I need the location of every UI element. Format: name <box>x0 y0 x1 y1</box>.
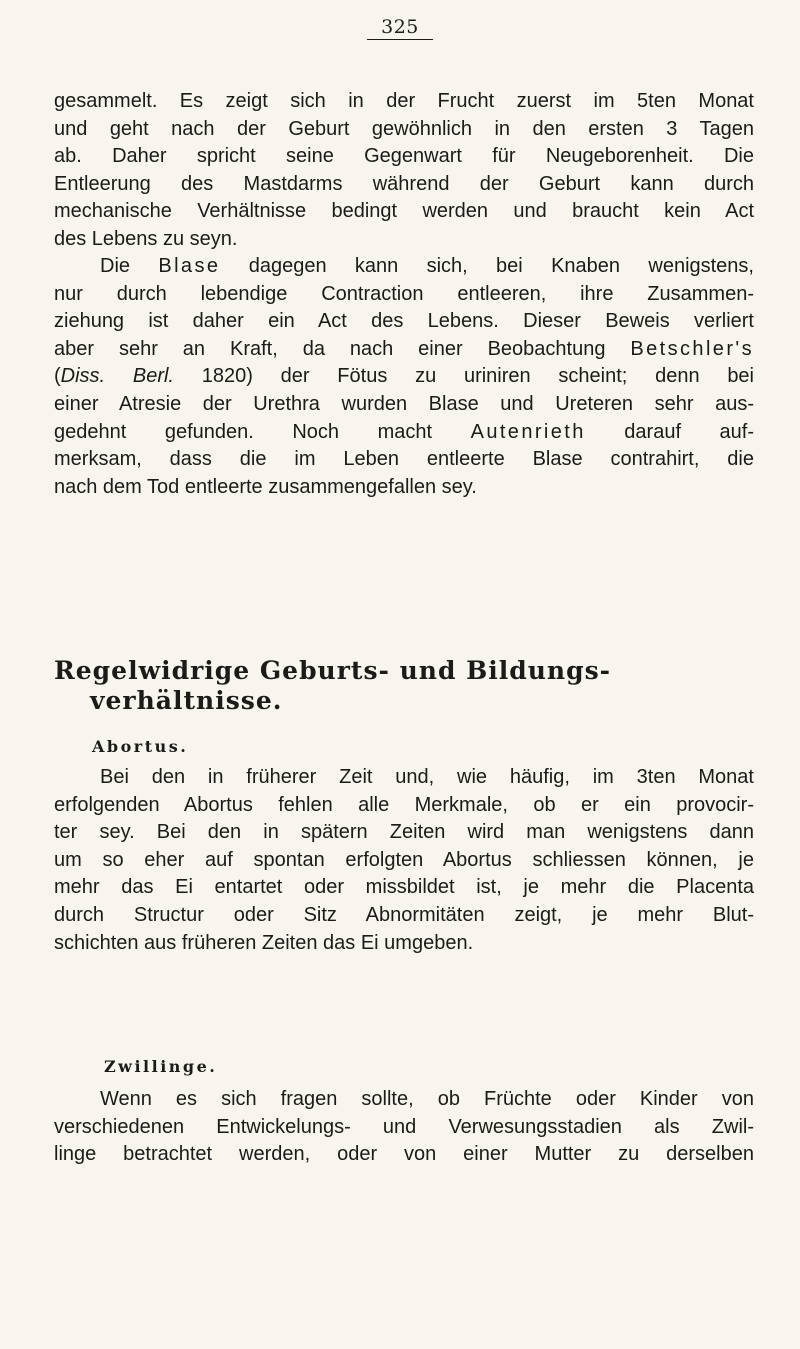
text-line: ab. Daher spricht seine Gegenwart für Neugeborenheit. Die <box>54 145 754 168</box>
text-line: nur durch lebendige Contraction entleeren, ihre Zusammen- <box>54 282 754 305</box>
section-heading: Regelwidrige Geburts- und Bildungs- verhältnisse. <box>54 656 612 715</box>
paragraph-zwillinge <box>54 1086 754 1169</box>
text-line: verschiedenen Entwickelungs- und Verwesungsstadien als Zwil- <box>54 1115 754 1138</box>
text-line: durch Structur oder Sitz Abnormitäten zeigt, je mehr Blut- <box>54 903 754 926</box>
text-line: linge betrachtet werden, oder von einer Mutter zu derselben <box>54 1143 754 1166</box>
text-line: aber sehr an Kraft, da nach einer Beobachtung Betschler's <box>54 337 754 360</box>
paragraph-intestine <box>54 88 754 254</box>
text-line: merksam, dass die im Leben entleerte Blase contrahirt, die <box>54 448 754 471</box>
text-line: Wenn es sich fragen sollte, ob Früchte oder Kinder von <box>100 1088 754 1110</box>
page-number: 325 <box>0 16 800 40</box>
text-line: (Diss. Berl. 1820) der Fötus zu uriniren scheint; denn bei <box>54 365 755 388</box>
text-line: um so eher auf spontan erfolgten Abortus schliessen können, je <box>54 848 754 871</box>
text-line: ziehung ist daher ein Act des Lebens. Dieser Beweis verliert <box>54 310 754 333</box>
text-line: Bei den in früherer Zeit und, wie häufig, im 3ten Monat <box>100 766 754 788</box>
text-line: nach dem Tod entleerte zusammengefallen sey. <box>54 475 477 498</box>
text-line: mechanische Verhältnisse bedingt werden und braucht kein Act <box>54 200 754 223</box>
text-line: erfolgenden Abortus fehlen alle Merkmale, ob er ein provocir- <box>54 793 754 816</box>
text-line: einer Atresie der Urethra wurden Blase und Ureteren sehr aus- <box>54 392 754 415</box>
text-line: und geht nach der Geburt gewöhnlich in den ersten 3 Tagen <box>54 117 754 140</box>
text-line: gesammelt. Es zeigt sich in der Frucht zuerst im 5ten Monat <box>54 90 754 112</box>
paragraph-bladder <box>54 253 754 501</box>
subheading-zwillinge: Zwillinge. <box>104 1057 218 1076</box>
text-line: Die Blase dagegen kann sich, bei Knaben wenigstens, <box>100 255 754 277</box>
citation: Diss. Berl. <box>60 365 174 388</box>
text-line: ter sey. Bei den in spätern Zeiten wird man wenigstens dann <box>54 821 754 844</box>
text-line: des Lebens zu seyn. <box>54 227 238 250</box>
subheading-abortus: Abortus. <box>92 737 189 756</box>
text-line: Entleerung des Mastdarms während der Geburt kann durch <box>54 172 754 195</box>
text-line: mehr das Ei entartet oder missbildet ist, je mehr die Placenta <box>54 876 754 899</box>
paragraph-abortus <box>54 764 754 957</box>
text-line: schichten aus früheren Zeiten das Ei umgeben. <box>54 931 474 954</box>
text-line: gedehnt gefunden. Noch macht Autenrieth darauf auf- <box>54 420 754 443</box>
